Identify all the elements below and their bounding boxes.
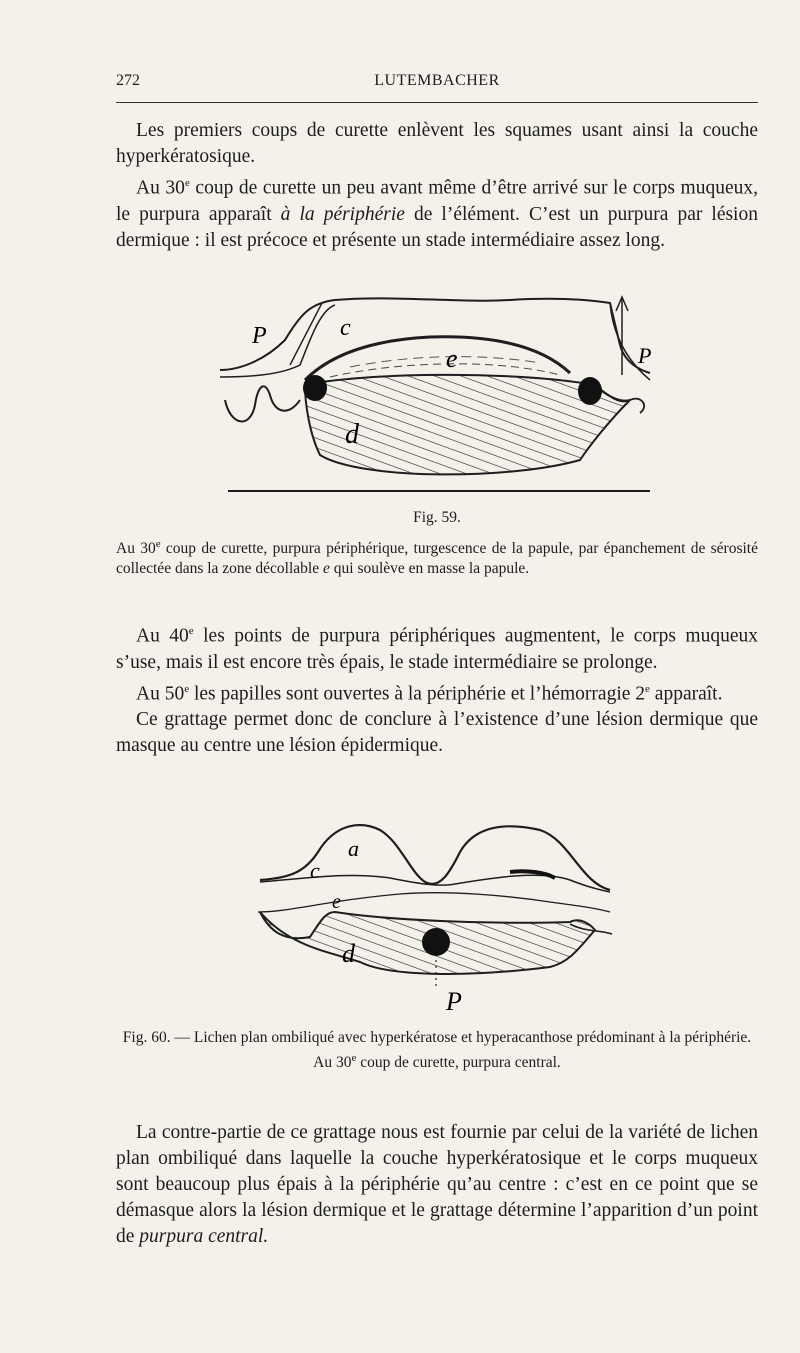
label-c: c: [340, 315, 351, 341]
label-e: e: [446, 344, 458, 373]
page-header: [116, 72, 758, 96]
paragraph: La contre-partie de ce grattage nous est fournie par celui de la variété de lichen plan ombiliqué dans laquelle la couche hyperkératosique et le corps muqueux sont beaucoup plus épais à la périphérie qu’au centre : c’est en ce point que se démasque alors la lésion dermique et le grattage détermine l’apparition d’un point de purpura central.: [116, 1122, 758, 1247]
body-text-bottom: [116, 1120, 758, 1250]
body-text-middle: [116, 618, 758, 759]
running-title: LUTEMBACHER: [374, 72, 500, 89]
page-number: 272: [116, 72, 140, 89]
label-a: a: [348, 836, 359, 861]
header-rule: [116, 102, 758, 103]
figure-59-drawing: [210, 285, 660, 505]
paragraph: Au 30e coup de curette un peu avant même d’être arrivé sur le corps muqueux, le purpura apparaît à la périphérie de l’élément. C’est un purpura par lésion dermique : il est précoce et présente un stade intermédiaire assez long.: [116, 177, 758, 251]
figure-60-drawing: [250, 812, 630, 1022]
label-d-60: d: [342, 939, 355, 968]
figure-60-caption: [116, 1028, 758, 1073]
paragraph: Au 50e les papilles sont ouvertes à la périphérie et l’hémorragie 2e apparaît.: [136, 682, 723, 704]
paragraph: Ce grattage permet donc de conclure à l’existence d’une lésion dermique que masque au centre une lésion épidermique.: [116, 709, 758, 756]
figure-59-caption: Au 30e coup de curette, purpura périphérique, turgescence de la papule, par épanchement de sérosité collectée dans la zone décollable e qui soulève en masse la papule.: [116, 538, 758, 578]
paragraph: Les premiers coups de curette enlèvent les squames usant ainsi la couche hyperkératosique.: [116, 120, 758, 167]
label-c-top: c: [310, 858, 320, 883]
label-e-60: e: [332, 891, 341, 913]
label-p-60: P: [446, 987, 462, 1016]
figure-60-caption-line: Au 30e coup de curette, purpura central.: [313, 1052, 561, 1072]
body-text-top: [116, 118, 758, 254]
label-p-right: P: [638, 343, 652, 368]
figure-59-title: Fig. 59.: [413, 509, 461, 526]
label-p-left: P: [252, 323, 267, 349]
paragraph: Au 40e les points de purpura périphériques augmentent, le corps muqueux s’use, mais il est encore très épais, le stade intermédiaire se prolonge.: [116, 625, 758, 673]
label-d: d: [345, 419, 359, 450]
figure-60-caption-line: Fig. 60. — Lichen plan ombiliqué avec hyperkératose et hyperacanthose prédominant à la périphérie.: [122, 1029, 752, 1046]
